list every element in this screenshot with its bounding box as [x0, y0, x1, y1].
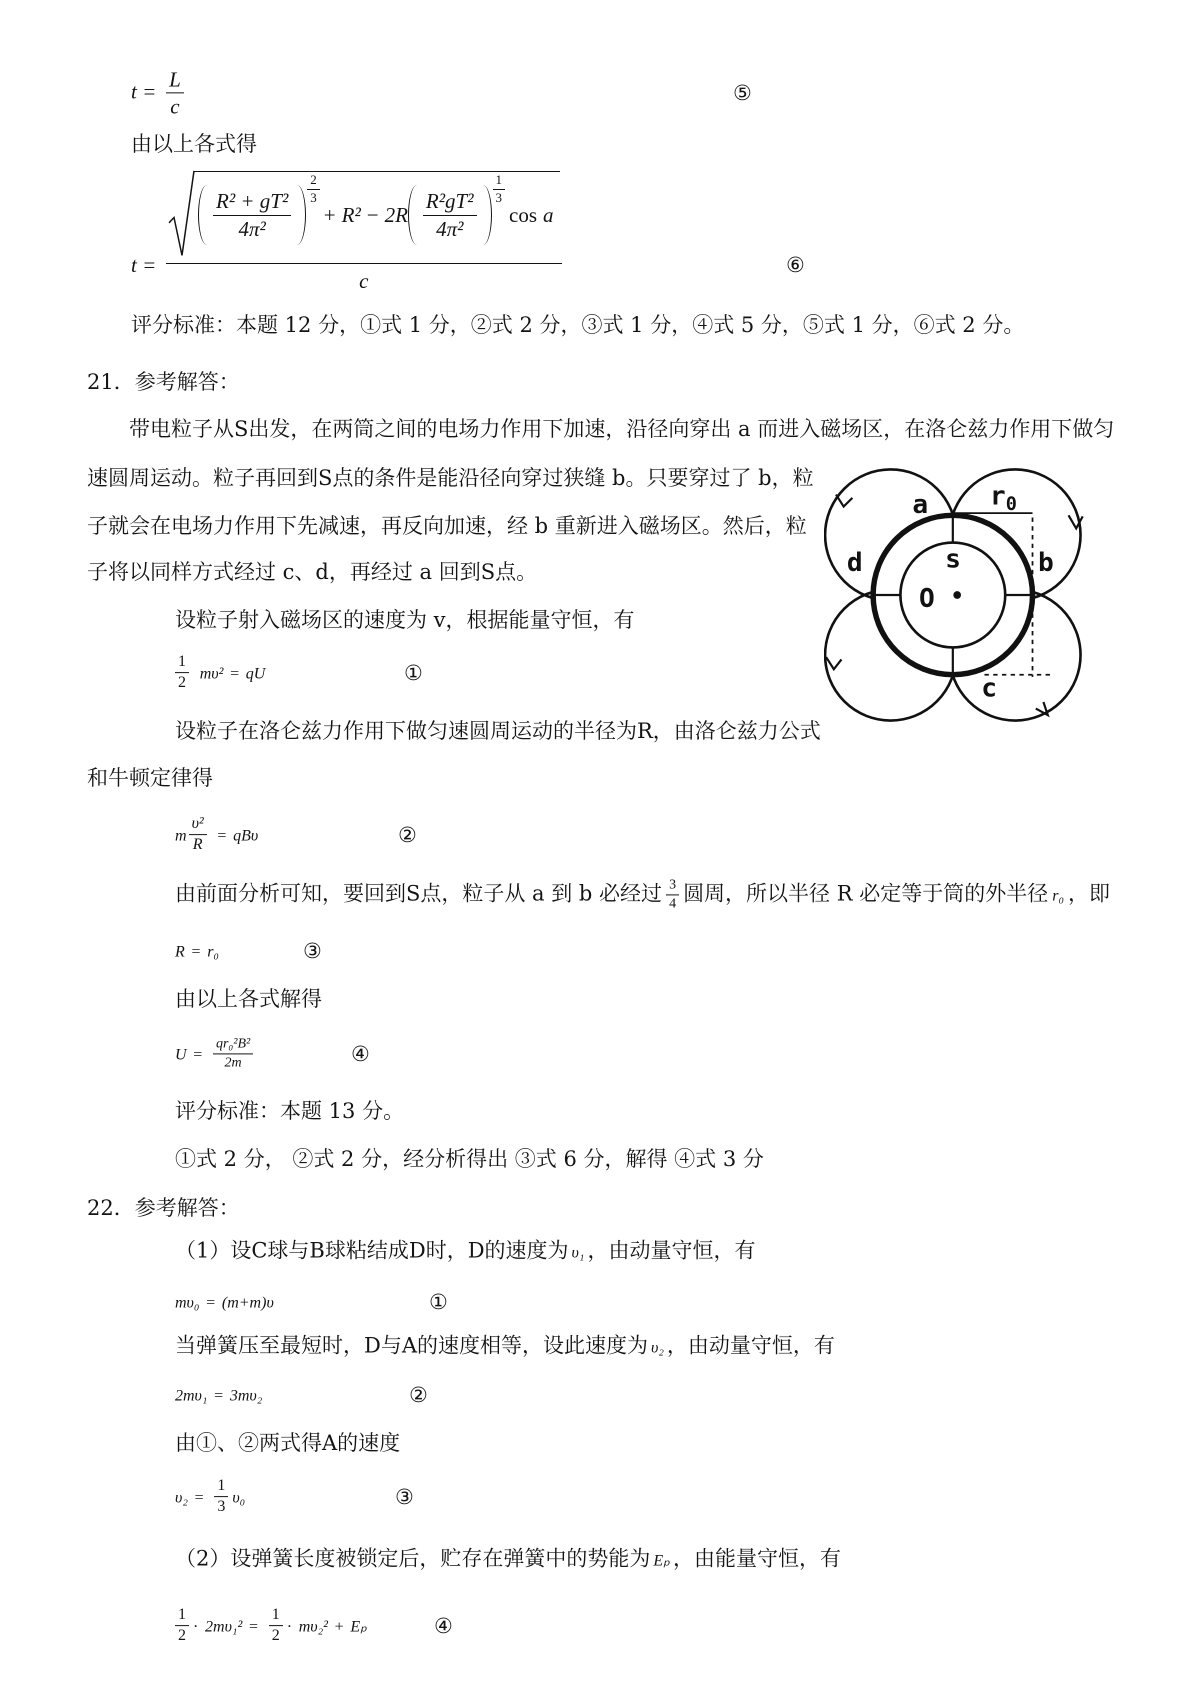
q22-eq3-equals: = [194, 1489, 204, 1507]
q22-eq4-dot-2: · [286, 1618, 293, 1636]
paren-close [296, 185, 306, 245]
q22-eq3-numerator: 1 [214, 1477, 228, 1497]
eq6-denominator: c [359, 269, 369, 293]
q21-scoring-1: 评分标准：本题 13 分。 [175, 1099, 405, 1123]
q22-eq4-denominator-1: 2 [178, 1627, 186, 1645]
eq6-term2-numerator: R²gT² [423, 189, 477, 215]
eq6-term2-denominator: 4π² [436, 216, 464, 241]
eq6-lhs [131, 252, 155, 278]
q21-eq2 [175, 815, 258, 855]
q21-eq1-lhs: mυ² [199, 665, 224, 683]
eq6-exponent-2-den: 3 [495, 189, 503, 205]
q22-combine: 由①、②两式得A的速度 [175, 1431, 401, 1455]
eq6-exponent-2-num: 1 [493, 173, 506, 190]
q21-analysis [175, 877, 1110, 912]
q21-heading: 21．参考解答： [87, 370, 240, 394]
arrow-head-bottom-left [826, 657, 841, 669]
q22-eq4 [175, 1606, 367, 1646]
q22-part1-text-2: ，由动量守恒，有 [587, 1238, 756, 1263]
q21-eq1 [175, 653, 265, 693]
q21-eq3-lhs: R [175, 943, 185, 961]
label-c: c [981, 673, 997, 704]
q22-eq3-tag: ③ [395, 1485, 414, 1509]
eq6-exponent-1-num: 2 [307, 173, 320, 190]
eq6-two-r: 2R [384, 202, 408, 227]
q22-eq4-term-1: 2mυ₁² [205, 1618, 243, 1636]
q21-eq2-equals: = [217, 827, 227, 845]
q22-part1 [175, 1238, 755, 1267]
q22-eq3-rhs: υ₀ [232, 1489, 246, 1507]
q21-radius-intro: 设粒子在洛仑兹力作用下做匀速圆周运动的半径为R，由洛仑兹力公式 [175, 719, 821, 743]
q22-eq3 [175, 1477, 245, 1517]
label-a: a [912, 490, 929, 521]
label-r: r [989, 481, 1006, 512]
q21-para-line-2: 速圆周运动。粒子再回到S点的条件是能沿径向穿过狭缝 b。只要穿过了 b，粒 [87, 466, 814, 490]
q22-part1-var: υ₁ [571, 1244, 585, 1262]
q21-eq4 [175, 1036, 257, 1071]
q21-eq4-tag: ④ [351, 1042, 370, 1066]
q22-eq4-numerator-1: 1 [175, 1606, 189, 1626]
q21-eq2-tag: ② [398, 823, 417, 847]
eq6-square-root [168, 171, 560, 258]
paren-close [482, 185, 492, 245]
q21-eq1-equals: = [230, 665, 240, 683]
q22-eq2-equals: = [214, 1387, 224, 1405]
q22-eq1-tag: ① [429, 1290, 448, 1314]
eq5-denominator: c [170, 94, 180, 119]
q22-eq1 [175, 1288, 274, 1317]
paren-open [408, 185, 418, 245]
q21-analysis-part-1: 由前面分析可知，要回到S点，粒子从 a 到 b 必经过 [175, 881, 663, 906]
q22-eq3-fraction [214, 1477, 228, 1517]
q22-eq4-potential-energy: Eₚ [350, 1618, 367, 1636]
eq6-fraction [166, 171, 562, 294]
eq6-r-squared: R² [341, 202, 361, 227]
q22-spring-var: υ₂ [651, 1339, 664, 1357]
q22-eq4-numerator-2: 1 [269, 1606, 283, 1626]
q21-para-line-1: 带电粒子从S出发，在两筒之间的电场力作用下加速，沿径向穿出 a 而进入磁场区，在洛仑兹力作用下做匀 [129, 417, 1115, 441]
eq6-exponent-1-den: 3 [310, 189, 317, 205]
q22-spring [175, 1333, 835, 1362]
q22-eq1-rhs: (m+m)υ [221, 1294, 274, 1312]
q21-eq3-tag: ③ [303, 939, 322, 963]
center-dot [953, 591, 961, 599]
q22-part2 [175, 1546, 841, 1575]
q22-part1-text-1: （1）设C球与B球粘结成D时，D的速度为 [175, 1238, 569, 1263]
q22-eq4-term-2: mυ₂² [298, 1618, 328, 1636]
q22-part2-text-2: ，由能量守恒，有 [672, 1546, 841, 1571]
q22-part2-text-1: （2）设弹簧长度被锁定后，贮存在弹簧中的势能为 [175, 1546, 651, 1571]
q21-eq3 [175, 937, 219, 966]
label-r0 [990, 481, 1017, 514]
eq6-cos: cos [509, 202, 538, 227]
eq6-term1-fraction [213, 189, 291, 240]
q22-eq4-dot-1: · [193, 1618, 199, 1636]
q21-eq1-denominator: 2 [178, 674, 186, 692]
q22-eq4-fraction-1 [175, 1606, 189, 1646]
q22-part2-var: Eₚ [653, 1552, 670, 1570]
q21-eq4-numerator: qr₀²B² [213, 1036, 253, 1054]
label-b: b [1037, 547, 1054, 578]
eq5-numerator: L [166, 67, 184, 93]
eq5-fraction [166, 67, 184, 118]
q21-eq2-numerator: υ² [189, 815, 207, 835]
eq6-exponent-2 [493, 173, 506, 206]
q21-analysis-numerator: 3 [666, 877, 679, 895]
q21-radius-intro-2: 和牛顿定律得 [87, 766, 213, 790]
q22-eq1-lhs: mυ₀ [175, 1294, 200, 1312]
eq5-lhs: t [131, 79, 137, 104]
q22-eq4-fraction-2 [269, 1606, 283, 1646]
q21-eq4-denominator: 2m [224, 1055, 242, 1071]
q21-eq3-rhs: r₀ [207, 943, 219, 961]
q21-eq4-equals: = [193, 1046, 203, 1064]
magnetic-field-diagram [824, 464, 1086, 726]
q21-analysis-denominator: 4 [669, 896, 677, 912]
q21-eq1-numerator: 1 [175, 653, 189, 673]
q21-eq1-rhs: qU [245, 665, 266, 683]
eq6-equals: = [143, 253, 156, 277]
q21-eq4-lhs: U [175, 1046, 187, 1064]
q21-eq2-fraction [189, 815, 207, 855]
q22-eq2 [175, 1381, 262, 1410]
eq6-radicand [194, 171, 560, 258]
q22-eq3-lhs: υ₂ [175, 1489, 188, 1507]
eq5 [131, 67, 188, 118]
q22-eq4-denominator-2: 2 [271, 1627, 280, 1645]
q22-heading: 22．参考解答： [87, 1196, 240, 1220]
eq6-plus: + [323, 202, 336, 227]
label-s: s [945, 544, 961, 575]
eq5-tag: ⑤ [733, 81, 752, 105]
q21-eq4-fraction [213, 1036, 253, 1071]
label-d: d [846, 547, 863, 578]
arrow-head-bottom-right [1036, 702, 1048, 715]
eq6-term1-numerator: R² + gT² [213, 189, 291, 215]
q21-analysis-var: r₀ [1052, 887, 1065, 905]
q22-eq1-equals: = [206, 1294, 216, 1312]
q21-analysis-fraction [666, 877, 679, 912]
radical-sign [168, 170, 195, 258]
eq5-equals: = [143, 79, 156, 104]
eq6-tag: ⑥ [786, 253, 805, 277]
q22-spring-text-1: 当弹簧压至最短时，D与A的速度相等，设此速度为 [175, 1333, 649, 1358]
p20-scoring: 评分标准：本题 12 分，①式 1 分，②式 2 分，③式 1 分，④式 5 分，⑤式 1 分，⑥式 2 分。 [131, 313, 1025, 337]
q22-eq2-tag: ② [409, 1383, 428, 1407]
eq6-lhs-var: t [131, 253, 137, 277]
q21-eq1-fraction [175, 653, 189, 693]
q22-eq2-lhs: 2mυ₁ [175, 1387, 208, 1405]
q21-energy-intro: 设粒子射入磁场区的速度为 v，根据能量守恒，有 [175, 608, 635, 632]
q21-analysis-part-3: ，即 [1068, 881, 1111, 906]
q21-eq2-denominator: R [192, 836, 203, 854]
label-O: O [918, 584, 935, 615]
q22-eq4-equals: = [248, 1618, 258, 1636]
q21-eq2-rhs: qBυ [233, 827, 259, 845]
p20-combine-text: 由以上各式得 [131, 132, 257, 156]
label-r-subscript: 0 [1005, 493, 1017, 515]
q22-eq4-tag: ④ [434, 1614, 453, 1638]
q21-para-line-3: 子就会在电场力作用下先减速，再反向加速，经 b 重新进入磁场区。然后，粒 [87, 514, 807, 538]
eq6-exponent-1 [307, 173, 320, 206]
q22-eq4-plus: + [334, 1618, 344, 1636]
eq6-minus: − [366, 202, 379, 227]
q21-eq1-tag: ① [404, 661, 423, 685]
q21-para-line-4: 子将以同样方式经过 c、d，再经过 a 回到S点。 [87, 560, 538, 584]
q21-scoring-2: ①式 2 分， ②式 2 分，经分析得出 ③式 6 分，解得 ④式 3 分 [175, 1147, 764, 1171]
q21-solve: 由以上各式解得 [175, 987, 322, 1011]
q22-spring-text-2: ，由动量守恒，有 [666, 1333, 835, 1358]
q22-eq3-denominator: 3 [217, 1498, 226, 1516]
eq6-term1-denominator: 4π² [238, 216, 266, 241]
q22-eq2-rhs: 3mυ₂ [229, 1387, 263, 1405]
paren-open [198, 185, 208, 245]
eq6-term2-fraction [423, 189, 477, 240]
eq6-angle: a [543, 202, 554, 227]
q21-eq2-mass: m [175, 827, 187, 845]
q21-eq3-equals: = [191, 943, 201, 961]
eq6-numerator [166, 171, 562, 264]
q21-analysis-part-2: 圆周，所以半径 R 必定等于筒的外半径 [683, 881, 1049, 906]
